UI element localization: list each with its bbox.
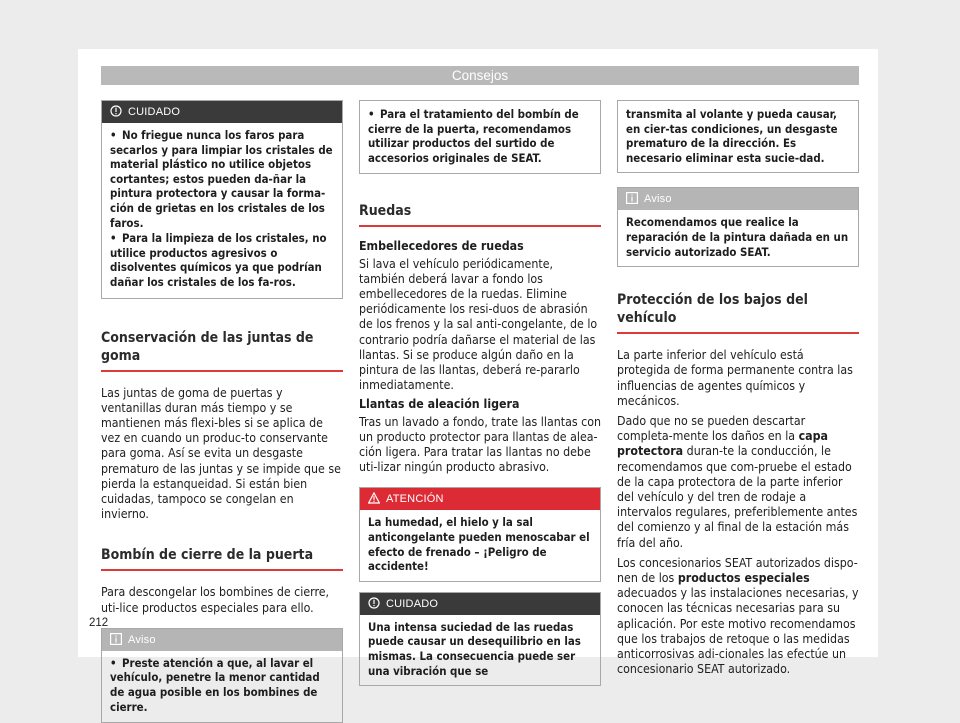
continued-box: [617, 100, 859, 173]
atencion-body: La humedad, el hielo y la sal anticongelante pueden menoscabar el efecto de frenado – ¡Peligro de accidente!: [368, 515, 590, 574]
aviso-body: [102, 651, 342, 722]
continued-body: [360, 101, 600, 173]
list-item: • Preste atención a que, al lavar el vehículo, penetre la menor cantidad de agua posible en los bombines de cierre.: [110, 655, 320, 714]
section-paragraph: Los concesionarios SEAT autorizados dispo-nen de los productos especiales adecuados y las instalaciones necesarias, y conocen las técnicas necesarias para su aplicación. Por este motivo recomendamos que los trabajos de retoque o las medidas anticorrosivas adi-cionales las efectúe un concesionario SEAT autorizado.: [617, 555, 859, 677]
section-heading: Conservación de las juntas de goma: [101, 329, 343, 372]
section-paragraph: Tras un lavado a fondo, trate las llantas con un producto protector para llantas de alea-ción ligera. Para tratar las llantas no debe uti-lizar ningún producto abrasivo.: [359, 414, 601, 475]
list-item: • Para la limpieza de los cristales, no utilice productos agresivos o disolventes químicos ya que podrían dañar los cristales de los fa-ros.: [110, 231, 327, 289]
section-heading: Ruedas: [359, 202, 601, 227]
subheading: Embellecedores de ruedas: [359, 239, 524, 254]
section-paragraph: Para descongelar los bombines de cierre, uti-lice productos especiales para ello.: [101, 585, 330, 615]
info-icon: [110, 633, 122, 645]
column-1: [101, 100, 343, 723]
info-icon: [626, 192, 638, 204]
cuidado-box: [359, 592, 601, 686]
aviso-label: Aviso: [644, 193, 672, 206]
cuidado-label: CUIDADO: [128, 106, 181, 118]
atencion-header: [360, 488, 600, 510]
column-3: [617, 100, 859, 677]
section-paragraph: Dado que no se pueden descartar completa-mente los daños en la capa protectora duran-te la conducción, le recomendamos que com-pruebe el estado de la capa protectora de la parte inferior del vehículo y del tren de rodaje a intervalos regulares, preferiblemente antes del comienzo y al final de la estación más fría del año.: [617, 413, 858, 550]
aviso-body: Recomendamos que realice la reparación de la pintura dañada en un servicio autorizado SEAT.: [626, 215, 849, 259]
continued-box: [359, 100, 601, 174]
atencion-label: ATENCIÓN: [386, 493, 444, 506]
cuidado-box: [101, 100, 343, 299]
cuidado-label: CUIDADO: [386, 597, 439, 610]
caution-icon: [368, 597, 380, 609]
emphasis: productos especiales: [677, 571, 810, 585]
aviso-box: [101, 628, 343, 723]
atencion-box: [359, 487, 601, 581]
page-header: Consejos: [101, 66, 859, 85]
list-item: • No friegue nunca los faros para secarlos y para limpiar los cristales de material plástico no utilice objetos cortantes; estos pueden da-ñar la pintura protectora y causar la forma-ción de grietas en los cristales de los faros.: [110, 128, 333, 230]
subheading: Llantas de aleación ligera: [359, 397, 520, 412]
aviso-header: [618, 188, 858, 210]
warning-triangle-icon: [368, 492, 380, 504]
cuidado-header: [102, 101, 342, 123]
emphasis: capa protectora: [617, 429, 828, 459]
section-paragraph: La parte inferior del vehículo está protegida de forma permanente contra las influencias de agentes químicos y mecánicos.: [617, 348, 853, 408]
list-item: • Para el tratamiento del bombín de cierre de la puerta, recomendamos utilizar productos del surtido de accesorios originales de SEAT.: [368, 107, 579, 165]
cuidado-header: [360, 593, 600, 615]
section-heading: Bombín de cierre de la puerta: [101, 546, 343, 571]
aviso-label: Aviso: [128, 633, 156, 646]
aviso-box: [617, 187, 859, 267]
column-2: [359, 100, 601, 686]
cuidado-body: Una intensa suciedad de las ruedas puede causar un desequilibrio en las mismas. La consecuencia puede ser una vibración que se: [368, 619, 581, 678]
caution-icon: [110, 105, 122, 117]
continued-body: transmita al volante y pueda causar, en cier-tas condiciones, un desgaste prematuro de la dirección. Es necesario eliminar esta sucie-dad.: [626, 107, 838, 165]
aviso-header: [102, 629, 342, 651]
page-number: 212: [89, 617, 109, 629]
section-paragraph: Si lava el vehículo periódicamente, también deberá lavar a fondo los embellecedores de la ruedas. Elimine periódicamente los resi-duos de abrasión de los frenos y la sal anti-congelante, de lo contrario podría dañarse el material de las llantas. Si se produce algún daño en la pintura de las llantas, deberá re-pararlo inmediatamente.: [359, 256, 598, 393]
section-heading: Protección de los bajos del vehículo: [617, 291, 859, 334]
section-paragraph: Las juntas de goma de puertas y ventanillas duran más tiempo y se mantienen más flexi-bles si se aplica de vez en cuando un produc-to conservante para goma. Así se evita un desgaste prematuro de las juntas y se impide que se pierda la estanqueidad. Si están bien cuidadas, tampoco se congelan en invierno.: [101, 385, 341, 522]
cuidado-body: [102, 123, 342, 298]
